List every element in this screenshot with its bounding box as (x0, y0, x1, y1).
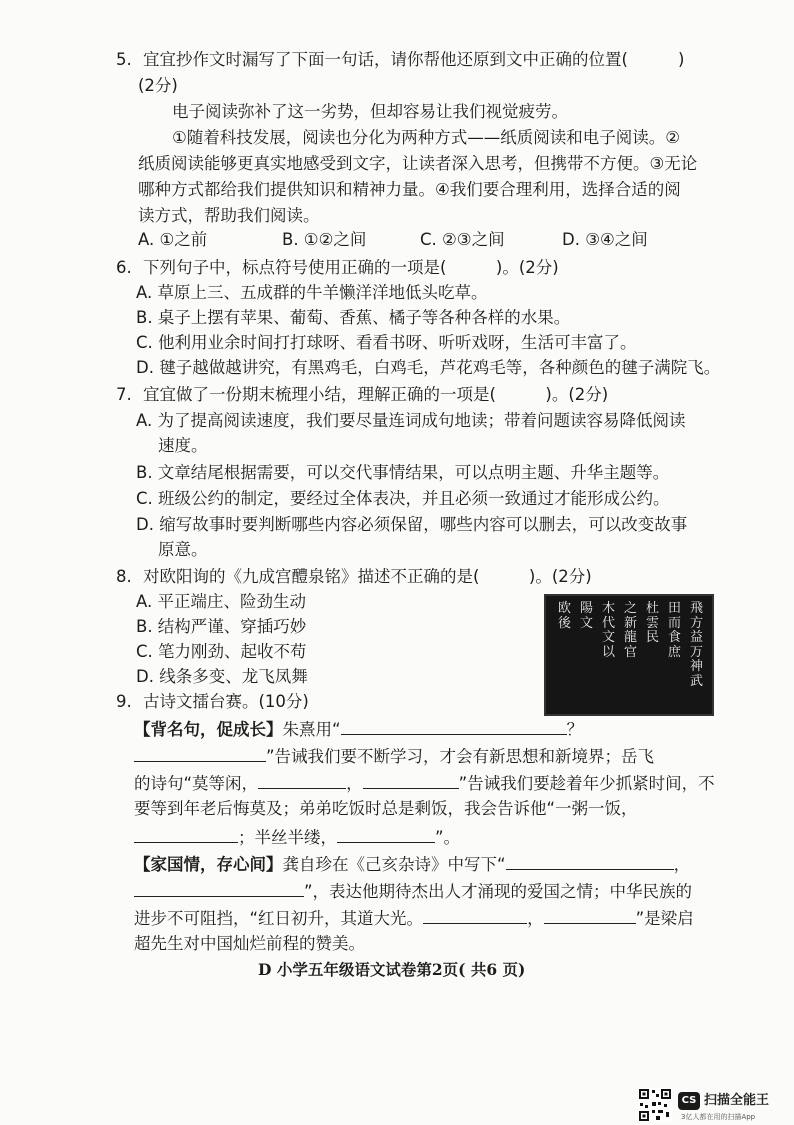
q8-option-c: C. 笔力刚劲、起收不苟 (136, 642, 307, 661)
q8-option-b: B. 结构严谨、穿插巧妙 (136, 617, 307, 636)
q9-text: ， (527, 909, 544, 928)
rubbing-column: 田而食庶 (668, 601, 682, 660)
q7-option-b: B. 文章结尾根据需要，可以交代事情结果，可以点明主题、升华主题等。 (136, 463, 670, 482)
q9-text: ”，表达他期待杰出人才涌现的爱国之情；中华民族的 (304, 882, 693, 901)
answer-blank[interactable] (363, 770, 459, 789)
answer-blank[interactable] (258, 770, 346, 789)
q9-sec1-line4 (134, 797, 638, 821)
rubbing-column: 欧後 (558, 601, 572, 631)
rubbing-column: 木代文以 (602, 601, 616, 660)
q5-paren-close: ) (677, 50, 685, 69)
q7-prompt (116, 383, 608, 407)
answer-blank[interactable] (423, 905, 527, 924)
q7-number: 7. (116, 385, 132, 404)
q5-points: (2分) (138, 76, 178, 95)
answer-blank[interactable] (544, 905, 636, 924)
q7-option-a-cont: 速度。 (158, 436, 208, 455)
q9-text: ”告诫我们要不断学习，才会有新思想和新境界；岳飞 (266, 747, 655, 766)
qr-code-icon (638, 1088, 672, 1122)
answer-blank[interactable] (134, 743, 266, 762)
q9-sec1-line3 (134, 770, 715, 796)
q9-sec1-line2 (134, 743, 654, 769)
q5-option-a: A. ①之前 (138, 230, 208, 249)
camscanner-name: 扫描全能王 (704, 1093, 770, 1108)
q9-text: ”告诫我们要趁着年少抓紧时间，不 (458, 774, 715, 793)
q8-option-d: D. 线条多变、龙飞凤舞 (136, 667, 308, 686)
q5-number: 5. (116, 50, 132, 69)
q5-question-text: 宜宜抄作文时漏写了下面一句话，请你帮他还原到文中正确的位置( (143, 50, 628, 69)
q6-option-c: C. 他利用业余时间打打球呀、看看书呀、听听戏呀，生活可丰富了。 (136, 333, 637, 352)
q9-text: 要等到年老后悔莫及；弟弟吃饭时总是剩饭，我会告诉他“一粥一饭， (134, 799, 638, 818)
q9-text: 进步不可阻挡，“红日初升，其道大光。 (134, 909, 424, 928)
page-footer: D 小学五年级语文试卷第2页( 共6 页) (258, 960, 526, 979)
q9-text: ？ (566, 720, 584, 739)
answer-blank[interactable] (341, 716, 567, 735)
q9-prompt (116, 690, 309, 714)
q6-option-b: B. 桌子上摆有苹果、葡萄、香蕉、橘子等各种各样的水果。 (136, 308, 571, 327)
q5-option-b: B. ①②之间 (282, 230, 367, 249)
q5-passage-line: 纸质阅读能够更真实地感受到文字，让读者深入思考，但携带不方便。③无论 (138, 154, 698, 173)
answer-blank[interactable] (134, 878, 304, 897)
rubbing-column: 飛方益万神武 (690, 601, 704, 689)
q5-passage-line: 哪种方式都给我们提供知识和精神力量。④我们要合理利用，选择合适的阅 (138, 180, 681, 199)
q5-option-c: C. ②③之间 (420, 230, 505, 249)
q6-question-text: 下列句子中，标点符号使用正确的一项是( )。(2分) (143, 258, 559, 277)
q9-text: 朱熹用“ (282, 720, 341, 739)
answer-blank[interactable] (134, 824, 238, 843)
camscanner-logo-icon: CS (678, 1092, 700, 1110)
q6-option-d: D. 毽子越做越讲究，有黑鸡毛，白鸡毛，芦花鸡毛等，各种颜色的毽子满院飞。 (136, 358, 721, 377)
q9-text: ， (346, 774, 363, 793)
q9-text: ”。 (435, 828, 461, 847)
q5-option-d: D. ③④之间 (562, 230, 648, 249)
q9-number: 9. (116, 692, 132, 711)
q9-sec2-line1 (134, 851, 690, 877)
q9-sec2-line2 (134, 878, 692, 904)
answer-blank[interactable] (337, 824, 435, 843)
calligraphy-rubbing-image (544, 594, 714, 716)
q5-passage-line: 读方式，帮助我们阅读。 (138, 206, 320, 225)
q9-sec2-line3 (134, 905, 694, 931)
camscanner-tagline: 3亿人都在用的扫描App (681, 1113, 756, 1121)
q9-section2-title: 【家国情，存心间】 (134, 855, 283, 874)
q9-text: 龚自珍在《己亥杂诗》中写下“ (282, 855, 506, 874)
q6-number: 6. (116, 258, 132, 277)
q9-sec2-line4 (134, 932, 365, 956)
rubbing-column: 之新龍官 (624, 601, 638, 660)
q8-number: 8. (116, 567, 132, 586)
q5-missing-sentence: 电子阅读弥补了这一劣势，但却容易让我们视觉疲劳。 (172, 102, 568, 121)
q5-passage-line: ①随着科技发展，阅读也分化为两种方式——纸质阅读和电子阅读。② (172, 128, 681, 147)
q9-text: 超先生对中国灿烂前程的赞美。 (134, 934, 365, 953)
q9-question-text: 古诗文擂台赛。(10分) (143, 692, 309, 711)
q7-option-c: C. 班级公约的制定，要经过全体表决，并且必须一致通过才能形成公约。 (136, 489, 670, 508)
q7-question-text: 宜宜做了一份期末梳理小结，理解正确的一项是( )。(2分) (143, 385, 609, 404)
q9-text: ；半丝半缕， (238, 828, 337, 847)
q9-sec1-line5 (134, 824, 460, 850)
q8-prompt (116, 565, 592, 589)
q7-option-a: A. 为了提高阅读速度，我们要尽量连词成句地读；带着问题读容易降低阅读 (136, 411, 686, 430)
q8-option-a: A. 平正端庄、险劲生动 (136, 592, 306, 611)
q8-question-text: 对欧阳询的《九成宫醴泉铭》描述不正确的是( )。(2分) (143, 567, 592, 586)
q5-prompt (116, 48, 684, 72)
q6-prompt (116, 256, 559, 280)
q9-text: ， (673, 855, 691, 874)
q7-option-d-cont: 原意。 (158, 540, 208, 559)
q9-text: ”是梁启 (635, 909, 694, 928)
q9-text: 的诗句“莫等闲， (134, 774, 259, 793)
q9-sec1-line1 (134, 716, 583, 742)
rubbing-column: 杜雲民 (646, 601, 660, 645)
q6-option-a: A. 草原上三、五成群的牛羊懒洋洋地低头吃草。 (136, 283, 488, 302)
q9-section1-title: 【背名句，促成长】 (134, 720, 283, 739)
q7-option-d: D. 缩写故事时要判断哪些内容必须保留，哪些内容可以删去，可以改变故事 (136, 515, 688, 534)
rubbing-column: 陽文 (580, 601, 594, 631)
answer-blank[interactable] (506, 851, 674, 870)
